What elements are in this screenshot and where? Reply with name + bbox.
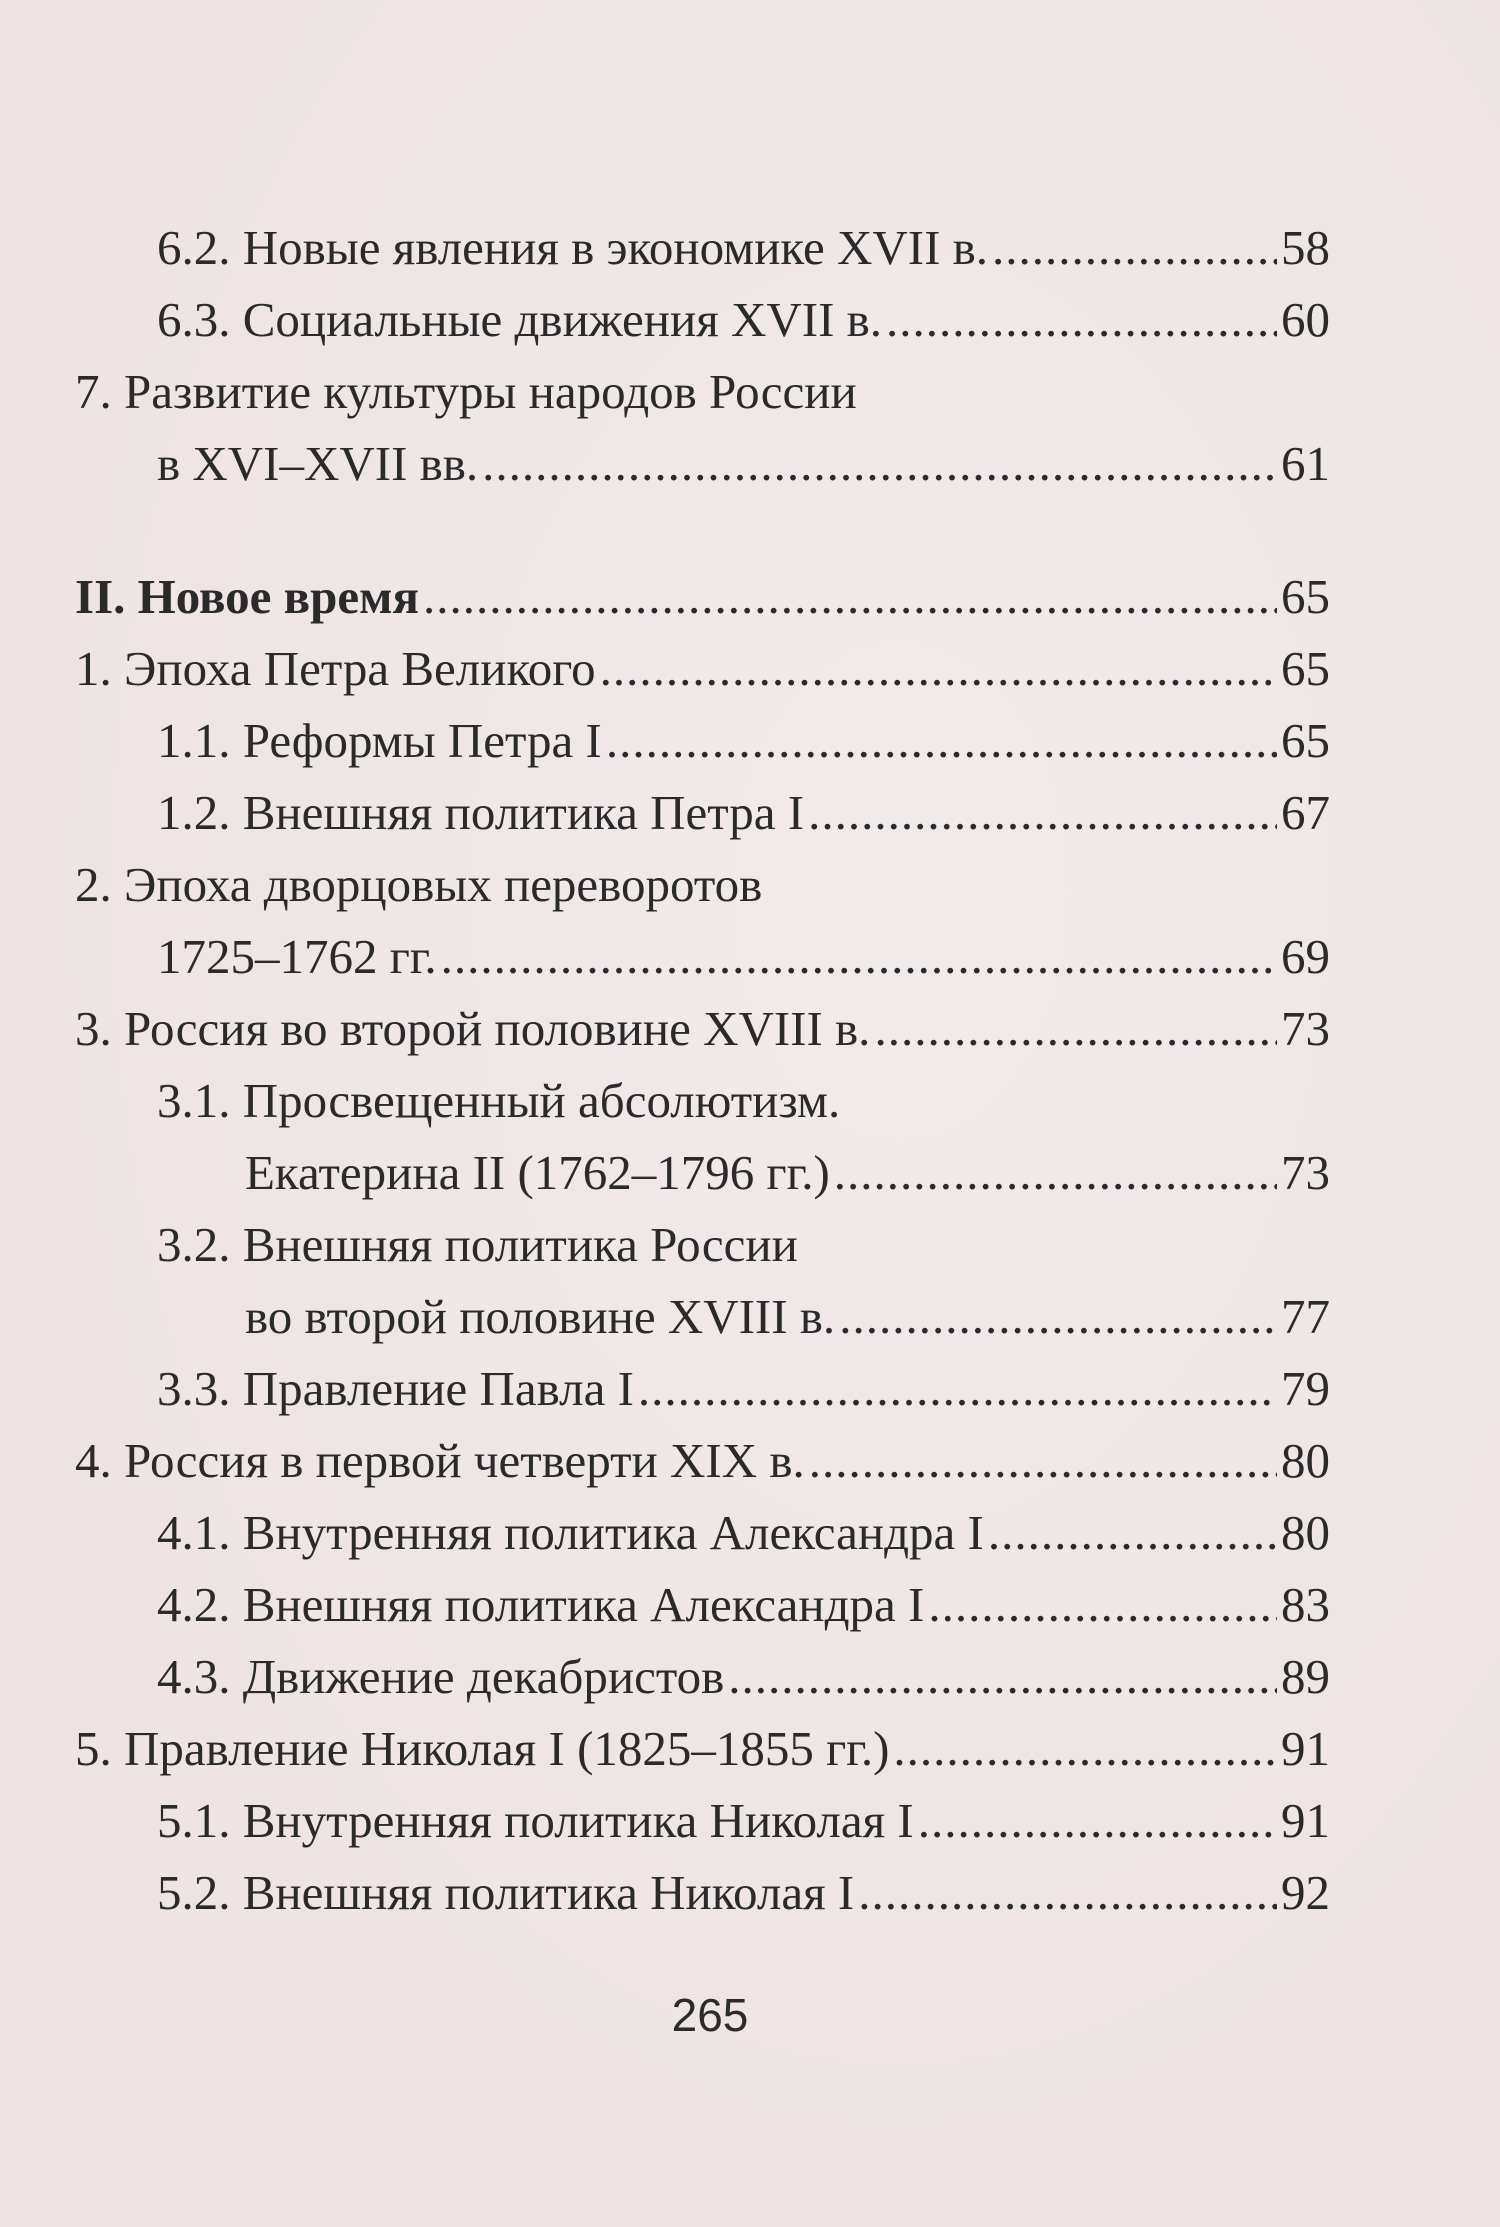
toc-entry-title: 3. Россия во второй половине XVIII в.: [75, 1001, 871, 1056]
toc-entry-page: 61: [1281, 436, 1330, 491]
toc-entry: [75, 1785, 1330, 1857]
toc-entry: [75, 1713, 1330, 1785]
toc-entry-page: 60: [1281, 292, 1330, 347]
toc-entry: [75, 1857, 1330, 1929]
toc-entry-title: 1. Эпоха Петра Великого: [75, 641, 596, 696]
toc-entry-title: 5.1. Внутренняя политика Николая I: [157, 1793, 914, 1848]
toc-entry-page: 65: [1281, 641, 1330, 696]
toc-section-heading: [75, 561, 1330, 633]
toc-entry-page: 58: [1281, 220, 1330, 275]
dot-leader: [600, 633, 1277, 705]
dot-leader: [886, 284, 1277, 356]
dot-leader: [893, 1713, 1277, 1785]
toc-entry-title: 1.2. Внешняя политика Петра I: [157, 785, 805, 840]
toc-entry: [75, 284, 1330, 356]
dot-leader: [441, 921, 1277, 993]
toc-entry: [75, 212, 1330, 284]
dot-leader: [834, 1137, 1277, 1209]
toc-entry: [75, 1353, 1330, 1425]
dot-leader: [874, 993, 1277, 1065]
page-number: 265: [671, 1989, 749, 2041]
toc-entry-page: 69: [1281, 929, 1330, 984]
dot-leader: [858, 1857, 1277, 1929]
toc-entry: [75, 1425, 1330, 1497]
dot-leader: [482, 428, 1277, 500]
toc-entry-title: 5. Правление Николая I (1825–1855 гг.): [75, 1721, 890, 1776]
toc-entry-page: 79: [1281, 1361, 1330, 1416]
toc-entry-title: во второй половине XVIII в.: [245, 1289, 836, 1344]
toc-entry-page: 89: [1281, 1649, 1330, 1704]
toc-entry-continuation: [75, 428, 1330, 500]
toc-entry-title: 6.3. Социальные движения XVII в.: [157, 292, 883, 347]
dot-leader: [423, 561, 1277, 633]
toc-entry-continuation: [75, 1137, 1330, 1209]
toc-entry: [75, 705, 1330, 777]
toc-entry: [75, 1497, 1330, 1569]
dot-leader: [918, 1785, 1277, 1857]
toc-entry: [75, 633, 1330, 705]
toc-entry-page: 73: [1281, 1001, 1330, 1056]
toc-entry-page: 73: [1281, 1145, 1330, 1200]
dot-leader: [928, 1569, 1277, 1641]
toc-entry-page: 80: [1281, 1505, 1330, 1560]
toc-entry-title: 3.1. Просвещенный абсолютизм.: [157, 1073, 841, 1128]
dot-leader: [809, 1425, 1277, 1497]
toc-entry-title: 7. Развитие культуры народов России: [75, 364, 857, 419]
toc-entry-title: 4.2. Внешняя политика Александра I: [157, 1577, 925, 1632]
table-of-contents: [75, 212, 1330, 1929]
toc-entry-page: 91: [1281, 1793, 1330, 1848]
toc-entry-title: 1725–1762 гг.: [157, 929, 437, 984]
toc-entry-title: 2. Эпоха дворцовых переворотов: [75, 857, 763, 912]
toc-entry-page: 83: [1281, 1577, 1330, 1632]
toc-entry-continuation: [75, 921, 1330, 993]
toc-entry-title: II. Новое время: [75, 569, 420, 624]
toc-entry: [75, 356, 1330, 428]
toc-entry-continuation: [75, 1281, 1330, 1353]
toc-entry-title: 3.3. Правление Павла I: [157, 1361, 634, 1416]
toc-entry-title: Екатерина II (1762–1796 гг.): [245, 1145, 830, 1200]
toc-entry-title: 4.3. Движение декабристов: [157, 1649, 725, 1704]
dot-leader: [988, 1497, 1277, 1569]
toc-entry-title: 1.1. Реформы Петра I: [157, 713, 602, 768]
toc-entry: [75, 1569, 1330, 1641]
toc-entry-page: 91: [1281, 1721, 1330, 1776]
toc-entry-title: 4.1. Внутренняя политика Александра I: [157, 1505, 984, 1560]
toc-entry: [75, 777, 1330, 849]
toc-entry-page: 65: [1281, 713, 1330, 768]
toc-entry: [75, 1065, 1330, 1137]
toc-entry-page: 65: [1281, 569, 1330, 624]
toc-entry-page: 80: [1281, 1433, 1330, 1488]
toc-entry-title: 6.2. Новые явления в экономике XVII в.: [157, 220, 989, 275]
toc-entry-title: в XVI–XVII вв.: [157, 436, 479, 491]
dot-leader: [839, 1281, 1277, 1353]
dot-leader: [728, 1641, 1277, 1713]
toc-entry: [75, 849, 1330, 921]
toc-entry: [75, 1641, 1330, 1713]
toc-entry-page: 67: [1281, 785, 1330, 840]
dot-leader: [808, 777, 1277, 849]
toc-entry: [75, 993, 1330, 1065]
toc-entry-page: 92: [1281, 1865, 1330, 1920]
toc-entry: [75, 1209, 1330, 1281]
dot-leader: [992, 212, 1277, 284]
dot-leader: [638, 1353, 1277, 1425]
dot-leader: [606, 705, 1277, 777]
toc-entry-page: 77: [1281, 1289, 1330, 1344]
toc-entry-title: 3.2. Внешняя политика России: [157, 1217, 798, 1272]
toc-entry-title: 4. Россия в первой четверти XIX в.: [75, 1433, 805, 1488]
toc-entry-title: 5.2. Внешняя политика Николая I: [157, 1865, 855, 1920]
